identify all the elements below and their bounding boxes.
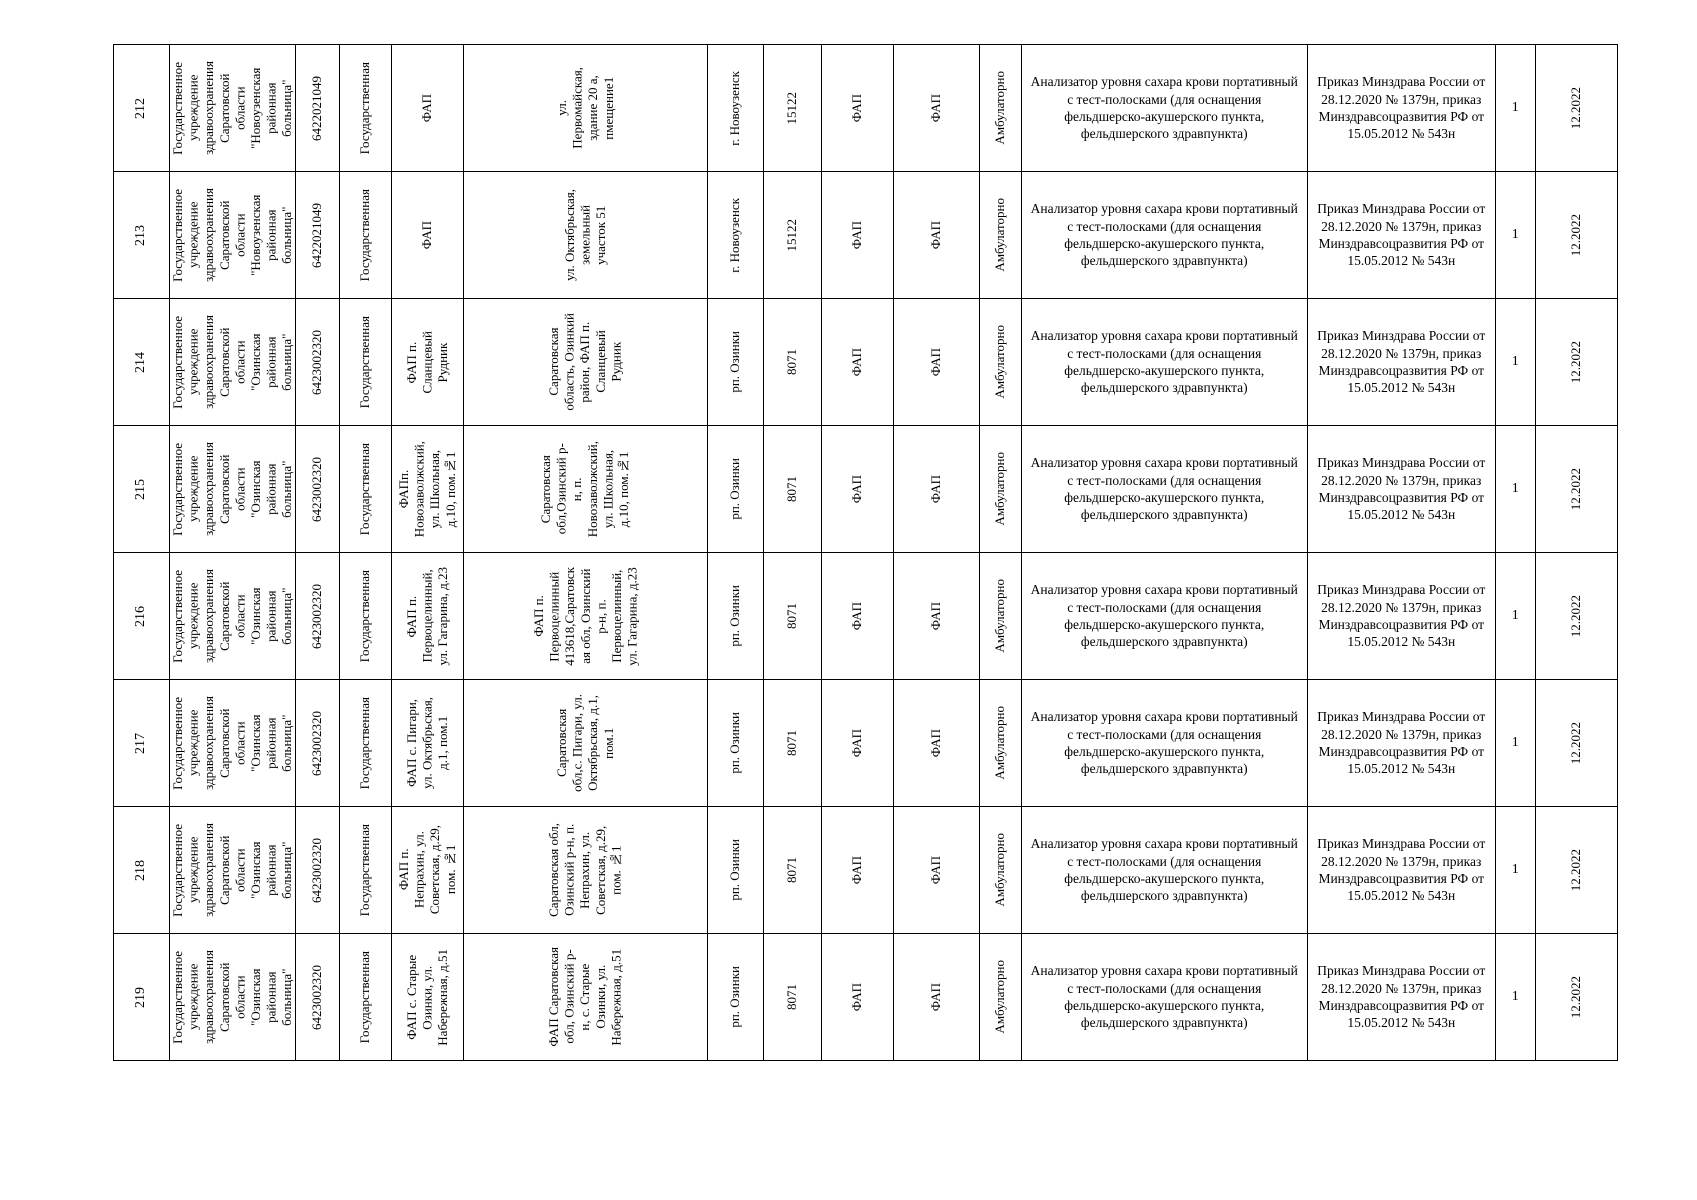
organization-name-cell — [170, 299, 296, 426]
delivery-date: 12.2022 — [1568, 213, 1584, 257]
regulatory-order-cell — [1307, 553, 1495, 680]
ownership-form: Государственная — [357, 696, 373, 790]
settlement: рп. Озинки — [727, 458, 743, 520]
equipment-name-cell — [1021, 172, 1307, 299]
facility-type: ФАП — [849, 347, 865, 377]
equipment-name-cell — [1021, 553, 1307, 680]
population-cell — [763, 299, 821, 426]
organization-name: Государственное учреждение здравоохранения Саратовской области "Новоузенская районная больница" — [170, 61, 295, 155]
ownership-form: Государственная — [357, 315, 373, 409]
facility-subtype: ФАП — [928, 93, 944, 123]
inn-code: 6423002320 — [309, 329, 325, 395]
population-cell — [763, 553, 821, 680]
care-condition: Амбулаторно — [992, 198, 1008, 272]
delivery-date-cell — [1535, 553, 1617, 680]
quantity: 1 — [1511, 227, 1519, 243]
delivery-date-cell — [1535, 45, 1617, 172]
equipment-name-cell — [1021, 934, 1307, 1061]
population: 8071 — [784, 984, 800, 1010]
ownership-form-cell — [339, 553, 391, 680]
inn-code-cell — [295, 553, 339, 680]
care-condition-cell — [979, 45, 1021, 172]
facility-address-cell — [463, 45, 707, 172]
facility-address-cell — [463, 807, 707, 934]
care-condition-cell — [979, 553, 1021, 680]
care-condition: Амбулаторно — [992, 579, 1008, 653]
inn-code: 6423002320 — [309, 964, 325, 1030]
population: 8071 — [784, 857, 800, 883]
row-number: 214 — [133, 351, 149, 373]
ownership-form-cell — [339, 172, 391, 299]
delivery-date: 12.2022 — [1568, 340, 1584, 384]
care-condition: Амбулаторно — [992, 960, 1008, 1034]
table-row — [114, 172, 1618, 299]
inn-code: 6422021049 — [309, 75, 325, 141]
facility-subtype: ФАП — [928, 855, 944, 885]
inn-code: 6423002320 — [309, 583, 325, 649]
delivery-date: 12.2022 — [1568, 848, 1584, 892]
delivery-date-cell — [1535, 680, 1617, 807]
row-number-cell — [114, 807, 170, 934]
equipment-name: Анализатор уровня сахара крови портативный с тест-полосками (для оснащения фельдшерско-акушерского пункта, фельдшерского здравпункта) — [1030, 582, 1298, 650]
facility-address-cell — [463, 553, 707, 680]
equipment-name-cell — [1021, 45, 1307, 172]
facility-type-cell — [821, 299, 893, 426]
regulatory-order: Приказ Минздрава России от 28.12.2020 № 1379н, приказ Минздравсоцразвития РФ от 15.05.2012 № 543н — [1317, 709, 1486, 777]
quantity: 1 — [1511, 862, 1519, 878]
inn-code-cell — [295, 807, 339, 934]
equipment-register-table — [113, 44, 1618, 1061]
facility-address: ФАП Саратовская обл, Озинский р- н, с. Старые Озинки, ул. Набережная, д.51 — [546, 947, 624, 1047]
care-condition-cell — [979, 299, 1021, 426]
quantity-cell — [1495, 299, 1535, 426]
table-row — [114, 426, 1618, 553]
inn-code-cell — [295, 934, 339, 1061]
facility-unit-cell — [391, 680, 463, 807]
ownership-form: Государственная — [357, 950, 373, 1044]
facility-address-cell — [463, 299, 707, 426]
population: 15122 — [784, 91, 800, 125]
population-cell — [763, 172, 821, 299]
facility-type: ФАП — [849, 220, 865, 250]
ownership-form-cell — [339, 680, 391, 807]
quantity-cell — [1495, 426, 1535, 553]
equipment-name-cell — [1021, 807, 1307, 934]
facility-type-cell — [821, 172, 893, 299]
inn-code: 6423002320 — [309, 456, 325, 522]
facility-subtype: ФАП — [928, 982, 944, 1012]
delivery-date-cell — [1535, 807, 1617, 934]
facility-address: ФАП п. Первоцелинный 413618,Саратовск ая обл, Озинский р-н, п. Первоцелинный, ул. Гагарина, д.23 — [530, 566, 640, 666]
facility-subtype-cell — [893, 426, 979, 553]
table-row — [114, 45, 1618, 172]
population: 8071 — [784, 349, 800, 375]
table-row — [114, 680, 1618, 807]
equipment-name: Анализатор уровня сахара крови портативный с тест-полосками (для оснащения фельдшерско-акушерского пункта, фельдшерского здравпункта) — [1030, 455, 1298, 523]
care-condition: Амбулаторно — [992, 452, 1008, 526]
settlement: рп. Озинки — [727, 331, 743, 393]
ownership-form: Государственная — [357, 188, 373, 282]
population-cell — [763, 680, 821, 807]
facility-address: Саратовская обл,Озинский р- н, п. Новозаволжский, ул. Школьная, д.10, пом.№1 — [538, 440, 632, 538]
delivery-date-cell — [1535, 172, 1617, 299]
population-cell — [763, 934, 821, 1061]
organization-name: Государственное учреждение здравоохранения Саратовской области "Озинская районная больница" — [170, 569, 295, 663]
settlement-cell — [707, 680, 763, 807]
settlement: рп. Озинки — [727, 712, 743, 774]
row-number: 215 — [133, 478, 149, 500]
facility-unit: ФАПп. Новозаволжский, ул. Школьная, д.10, пом.№1 — [396, 440, 458, 538]
equipment-name: Анализатор уровня сахара крови портативный с тест-полосками (для оснащения фельдшерско-акушерского пункта, фельдшерского здравпункта) — [1030, 836, 1298, 904]
facility-type: ФАП — [849, 855, 865, 885]
regulatory-order: Приказ Минздрава России от 28.12.2020 № 1379н, приказ Минздравсоцразвития РФ от 15.05.2012 № 543н — [1317, 582, 1486, 650]
row-number: 212 — [133, 97, 149, 119]
facility-address-cell — [463, 172, 707, 299]
equipment-name-cell — [1021, 299, 1307, 426]
settlement-cell — [707, 553, 763, 680]
facility-type-cell — [821, 934, 893, 1061]
ownership-form-cell — [339, 299, 391, 426]
facility-subtype-cell — [893, 680, 979, 807]
quantity-cell — [1495, 807, 1535, 934]
delivery-date: 12.2022 — [1568, 721, 1584, 765]
equipment-name: Анализатор уровня сахара крови портативный с тест-полосками (для оснащения фельдшерско-акушерского пункта, фельдшерского здравпункта) — [1030, 74, 1298, 142]
delivery-date-cell — [1535, 426, 1617, 553]
facility-unit-cell — [391, 172, 463, 299]
facility-address: ул. Октябрьская, земельный участок 51 — [561, 189, 609, 281]
settlement-cell — [707, 807, 763, 934]
facility-subtype-cell — [893, 45, 979, 172]
organization-name: Государственное учреждение здравоохранения Саратовской области "Озинская районная больница" — [170, 442, 295, 536]
facility-subtype: ФАП — [928, 347, 944, 377]
table-body — [114, 45, 1618, 1061]
delivery-date: 12.2022 — [1568, 86, 1584, 130]
facility-subtype-cell — [893, 172, 979, 299]
care-condition-cell — [979, 172, 1021, 299]
equipment-name: Анализатор уровня сахара крови портативный с тест-полосками (для оснащения фельдшерско-акушерского пункта, фельдшерского здравпункта) — [1030, 709, 1298, 777]
population-cell — [763, 426, 821, 553]
regulatory-order-cell — [1307, 807, 1495, 934]
care-condition: Амбулаторно — [992, 71, 1008, 145]
quantity-cell — [1495, 680, 1535, 807]
population: 8071 — [784, 603, 800, 629]
facility-type: ФАП — [849, 728, 865, 758]
row-number-cell — [114, 45, 170, 172]
facility-address: ул. Первомайская, здание 20 а, пмещение1 — [554, 67, 616, 149]
row-number-cell — [114, 934, 170, 1061]
inn-code-cell — [295, 172, 339, 299]
regulatory-order-cell — [1307, 426, 1495, 553]
settlement: рп. Озинки — [727, 585, 743, 647]
row-number: 213 — [133, 224, 149, 246]
care-condition-cell — [979, 426, 1021, 553]
regulatory-order: Приказ Минздрава России от 28.12.2020 № 1379н, приказ Минздравсоцразвития РФ от 15.05.2012 № 543н — [1317, 74, 1486, 142]
facility-type-cell — [821, 680, 893, 807]
quantity-cell — [1495, 934, 1535, 1061]
care-condition: Амбулаторно — [992, 325, 1008, 399]
equipment-name: Анализатор уровня сахара крови портативный с тест-полосками (для оснащения фельдшерско-акушерского пункта, фельдшерского здравпункта) — [1030, 328, 1298, 396]
regulatory-order-cell — [1307, 45, 1495, 172]
facility-address: Саратовская обл,с. Пигари, ул. Октябрьская, д.1, пом.1 — [554, 694, 616, 792]
facility-unit: ФАП с. Пигари, ул. Октябрьская, д.1, пом.1 — [403, 697, 451, 789]
facility-unit-cell — [391, 45, 463, 172]
facility-subtype: ФАП — [928, 220, 944, 250]
delivery-date: 12.2022 — [1568, 467, 1584, 511]
population-cell — [763, 45, 821, 172]
settlement-cell — [707, 426, 763, 553]
facility-type: ФАП — [849, 93, 865, 123]
table-row — [114, 553, 1618, 680]
delivery-date: 12.2022 — [1568, 975, 1584, 1019]
quantity: 1 — [1511, 989, 1519, 1005]
facility-address-cell — [463, 426, 707, 553]
facility-type: ФАП — [849, 982, 865, 1012]
table-row — [114, 807, 1618, 934]
facility-unit: ФАП п. Сланцевый Рудник — [403, 330, 451, 394]
facility-unit-cell — [391, 553, 463, 680]
regulatory-order: Приказ Минздрава России от 28.12.2020 № 1379н, приказ Минздравсоцразвития РФ от 15.05.2012 № 543н — [1317, 836, 1486, 904]
quantity-cell — [1495, 553, 1535, 680]
facility-unit: ФАП — [419, 93, 435, 123]
quantity-cell — [1495, 172, 1535, 299]
equipment-name-cell — [1021, 426, 1307, 553]
row-number: 217 — [133, 732, 149, 754]
quantity: 1 — [1511, 608, 1519, 624]
row-number: 216 — [133, 605, 149, 627]
ownership-form-cell — [339, 807, 391, 934]
row-number: 218 — [133, 859, 149, 881]
facility-unit: ФАП — [419, 220, 435, 250]
care-condition-cell — [979, 934, 1021, 1061]
equipment-name: Анализатор уровня сахара крови портативный с тест-полосками (для оснащения фельдшерско-акушерского пункта, фельдшерского здравпункта) — [1030, 201, 1298, 269]
row-number-cell — [114, 680, 170, 807]
settlement-cell — [707, 45, 763, 172]
organization-name-cell — [170, 426, 296, 553]
settlement: рп. Озинки — [727, 839, 743, 901]
quantity: 1 — [1511, 481, 1519, 497]
quantity: 1 — [1511, 735, 1519, 751]
facility-address: Саратовская область, Озинкий район, ФАП п. Сланцевый Рудник — [546, 313, 624, 411]
organization-name: Государственное учреждение здравоохранения Саратовской области "Озинская районная больница" — [170, 696, 295, 790]
facility-type-cell — [821, 553, 893, 680]
facility-address-cell — [463, 680, 707, 807]
row-number-cell — [114, 426, 170, 553]
organization-name: Государственное учреждение здравоохранения Саратовской области "Озинская районная больница" — [170, 315, 295, 409]
inn-code-cell — [295, 426, 339, 553]
regulatory-order-cell — [1307, 299, 1495, 426]
facility-unit: ФАП п. Первоцелинный, ул. Гагарина, д.23 — [403, 566, 451, 666]
organization-name-cell — [170, 172, 296, 299]
delivery-date: 12.2022 — [1568, 594, 1584, 638]
quantity: 1 — [1511, 354, 1519, 370]
quantity: 1 — [1511, 100, 1519, 116]
organization-name-cell — [170, 553, 296, 680]
facility-address: Саратовская обл, Озинский р-н, п. Непрахин, ул. Советская, д.29, пом. №1 — [546, 823, 624, 917]
ownership-form-cell — [339, 45, 391, 172]
care-condition: Амбулаторно — [992, 833, 1008, 907]
inn-code: 6423002320 — [309, 837, 325, 903]
inn-code: 6423002320 — [309, 710, 325, 776]
regulatory-order: Приказ Минздрава России от 28.12.2020 № 1379н, приказ Минздравсоцразвития РФ от 15.05.2012 № 543н — [1317, 963, 1486, 1031]
facility-unit: ФАП с. Старые Озинки, ул. Набережная, д.51 — [403, 948, 451, 1046]
settlement: рп. Озинки — [727, 966, 743, 1028]
facility-subtype-cell — [893, 934, 979, 1061]
facility-type-cell — [821, 807, 893, 934]
facility-subtype-cell — [893, 553, 979, 680]
table-row — [114, 934, 1618, 1061]
facility-unit-cell — [391, 299, 463, 426]
organization-name: Государственное учреждение здравоохранения Саратовской области "Новоузенская районная больница" — [170, 188, 295, 282]
regulatory-order-cell — [1307, 680, 1495, 807]
facility-subtype-cell — [893, 299, 979, 426]
delivery-date-cell — [1535, 934, 1617, 1061]
ownership-form: Государственная — [357, 569, 373, 663]
organization-name: Государственное учреждение здравоохранения Саратовской области "Озинская районная больница" — [170, 823, 295, 917]
facility-unit-cell — [391, 426, 463, 553]
settlement: г. Новоузенск — [727, 70, 743, 146]
care-condition-cell — [979, 807, 1021, 934]
population-cell — [763, 807, 821, 934]
organization-name-cell — [170, 934, 296, 1061]
organization-name: Государственное учреждение здравоохранения Саратовской области "Озинская районная больница" — [170, 950, 295, 1044]
settlement: г. Новоузенск — [727, 197, 743, 273]
row-number-cell — [114, 553, 170, 680]
regulatory-order-cell — [1307, 172, 1495, 299]
settlement-cell — [707, 934, 763, 1061]
inn-code-cell — [295, 299, 339, 426]
inn-code-cell — [295, 45, 339, 172]
table-row — [114, 299, 1618, 426]
ownership-form-cell — [339, 934, 391, 1061]
organization-name-cell — [170, 45, 296, 172]
equipment-name: Анализатор уровня сахара крови портативный с тест-полосками (для оснащения фельдшерско-акушерского пункта, фельдшерского здравпункта) — [1030, 963, 1298, 1031]
facility-type-cell — [821, 45, 893, 172]
facility-unit-cell — [391, 807, 463, 934]
facility-unit: ФАП п. Непрахин, ул. Советская, д.29, пом. №1 — [396, 825, 458, 915]
row-number: 219 — [133, 986, 149, 1008]
settlement-cell — [707, 172, 763, 299]
ownership-form: Государственная — [357, 442, 373, 536]
regulatory-order: Приказ Минздрава России от 28.12.2020 № 1379н, приказ Минздравсоцразвития РФ от 15.05.2012 № 543н — [1317, 455, 1486, 523]
population: 15122 — [784, 218, 800, 252]
population: 8071 — [784, 476, 800, 502]
delivery-date-cell — [1535, 299, 1617, 426]
ownership-form: Государственная — [357, 61, 373, 155]
facility-type-cell — [821, 426, 893, 553]
population: 8071 — [784, 730, 800, 756]
facility-subtype: ФАП — [928, 474, 944, 504]
facility-address-cell — [463, 934, 707, 1061]
ownership-form: Государственная — [357, 823, 373, 917]
organization-name-cell — [170, 807, 296, 934]
facility-type: ФАП — [849, 474, 865, 504]
facility-subtype: ФАП — [928, 728, 944, 758]
regulatory-order: Приказ Минздрава России от 28.12.2020 № 1379н, приказ Минздравсоцразвития РФ от 15.05.2012 № 543н — [1317, 201, 1486, 269]
settlement-cell — [707, 299, 763, 426]
row-number-cell — [114, 299, 170, 426]
regulatory-order-cell — [1307, 934, 1495, 1061]
inn-code-cell — [295, 680, 339, 807]
organization-name-cell — [170, 680, 296, 807]
care-condition-cell — [979, 680, 1021, 807]
quantity-cell — [1495, 45, 1535, 172]
inn-code: 6422021049 — [309, 202, 325, 268]
row-number-cell — [114, 172, 170, 299]
facility-type: ФАП — [849, 601, 865, 631]
facility-subtype-cell — [893, 807, 979, 934]
ownership-form-cell — [339, 426, 391, 553]
facility-unit-cell — [391, 934, 463, 1061]
equipment-name-cell — [1021, 680, 1307, 807]
regulatory-order: Приказ Минздрава России от 28.12.2020 № 1379н, приказ Минздравсоцразвития РФ от 15.05.2012 № 543н — [1317, 328, 1486, 396]
care-condition: Амбулаторно — [992, 706, 1008, 780]
facility-subtype: ФАП — [928, 601, 944, 631]
